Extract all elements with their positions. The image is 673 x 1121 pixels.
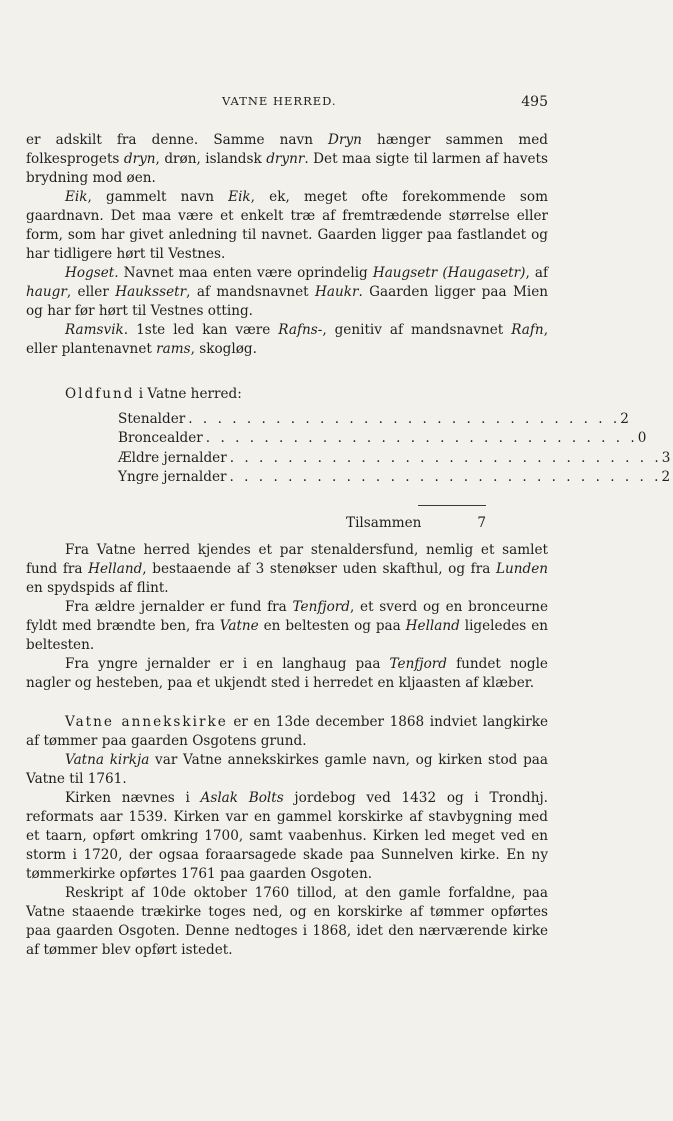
finds-row-value: 0 — [637, 430, 647, 447]
page-number: 495 — [521, 94, 548, 110]
finds-row — [118, 468, 671, 487]
finds-row-label: Yngre jernalder — [118, 468, 227, 485]
finds-total — [346, 514, 486, 533]
finds-row-label: Broncealder — [118, 430, 203, 447]
finds-table — [118, 410, 671, 487]
paragraph-aeldre-finds: Fra ældre jernalder er fund fra Tenfjord, et sverd og en bronceurne fyldt med brændte ben, fra Vatne en beltesten og paa Helland ligeledes en beltesten. — [26, 599, 548, 654]
dot-leader: . . . . . . . . . . . . . . . . . . . . . . . . . . . . . . — [229, 468, 662, 485]
running-title: VATNE HERRED. — [222, 94, 337, 108]
page-header — [26, 94, 548, 114]
paragraph-reskript: Reskript af 10de oktober 1760 tillod, at den gamle forfaldne, paa Vatne staaende trækirke toges ned, og en korskirke af tømmer opførtes paa gaarden Osgoten. Denne nedtoges i 1868, idet den nærværende kirke af tømmer blev opført istedet. — [26, 885, 548, 959]
paragraph-hogset: Hogset. Navnet maa enten være oprindelig Haugsetr (Haugasetr), af haugr, eller Haukssetr, af mandsnavnet Haukr. Gaarden ligger paa Mien og har før hørt til Vestnes otting. — [26, 265, 549, 319]
spacer — [26, 533, 548, 541]
finds-row-value: 2 — [661, 468, 671, 485]
finds-row — [118, 429, 647, 448]
dot-leader: . . . . . . . . . . . . . . . . . . . . . . . . . . . . . . — [205, 430, 638, 447]
total-label: Tilsammen — [346, 515, 422, 532]
total-rule — [418, 505, 486, 506]
paragraph-yngre-finds: Fra yngre jernalder er i en langhaug paa Tenfjord fundet nogle nagler og hesteben, paa et ukjendt sted i herredet en kljaasten af klæber. — [26, 656, 548, 692]
paragraph-vatna-kirkja: Vatna kirkja var Vatne annekskirkes gamle navn, og kirken stod paa Vatne til 1761. — [26, 752, 548, 788]
finds-row-label: Ældre jernalder — [118, 449, 227, 466]
paragraph-stenalder-finds: Fra Vatne herred kjendes et par stenaldersfund, nemlig et samlet fund fra Helland, bestaaende af 3 stenøkser uden skafthul, og fra Lunden en spydspids af flint. — [26, 542, 548, 597]
finds-row-value: 2 — [620, 411, 629, 427]
paragraph-eik: Eik, gammelt navn Eik, ek, meget ofte forekommende som gaardnavn. Det maa være et enkelt træ af fremtrædende størrelse eller form, som har givet anledning til navnet. Gaarden ligger paa fastlandet og har tidligere hørt til Vestnes. — [26, 189, 548, 262]
dot-leader: . . . . . . . . . . . . . . . . . . . . . . . . . . . . . . — [229, 449, 662, 466]
paragraph-ramsvik: Ramsvik. 1ste led kan være Rafns-, genitiv af mandsnavnet Rafn, eller plantenavnet rams, skogløg. — [26, 322, 549, 357]
finds-row-value: 3 — [661, 449, 671, 466]
page-body — [26, 131, 671, 960]
finds-row — [118, 410, 629, 429]
paragraph-kirken-naevnes: Kirken nævnes i Aslak Bolts jordebog ved 1432 og i Trondhj. reformats aar 1539. Kirken var en gammel korskirke af stavbygning med et taarn, opført omkring 1700, samt vaabenhus. Kirken led meget ved en storm i 1720, der ogsaa foraarsagede skade paa Sunnelven kirke. En ny tømmerkirke opførtes 1761 paa gaarden Osgoten. — [26, 790, 548, 883]
dot-leader: . . . . . . . . . . . . . . . . . . . . . . . . . . . . . . — [188, 411, 621, 427]
finds-row — [118, 449, 671, 468]
paragraph-annekskirke: Vatne annekskirke er en 13de december 1868 indviet langkirke af tømmer paa gaarden Osgotens grund. — [26, 714, 548, 750]
total-value: 7 — [477, 515, 486, 532]
finds-row-label: Stenalder — [118, 411, 186, 427]
paragraph-dryn: er adskilt fra denne. Samme navn Dryn hænger sammen med folkesprogets dryn, drøn, islandsk drynr. Det maa sigte til larmen af havets brydning mod øen. — [26, 132, 548, 186]
finds-heading: Oldfund i Vatne herred: — [65, 386, 242, 402]
spacer — [26, 693, 548, 713]
